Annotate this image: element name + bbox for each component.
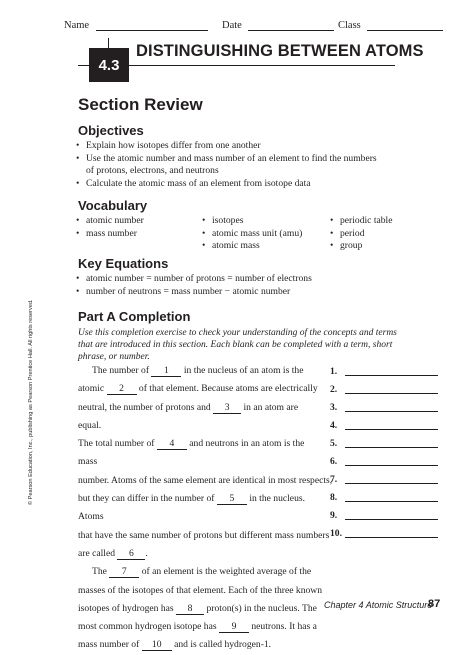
blank-6[interactable]: 6 — [117, 548, 145, 560]
title-rule — [129, 65, 395, 66]
section-title: DISTINGUISHING BETWEEN ATOMS — [136, 42, 424, 60]
paragraph-line: masses of the isotopes of that element. Each of the three known — [78, 584, 323, 596]
answer-line-10[interactable]: 10. — [330, 528, 440, 539]
paragraph-line: atomic 2 of that element. Because atoms are electrically — [78, 383, 318, 395]
objective-item: • Explain how isotopes differ from one another — [74, 140, 394, 153]
blank-8[interactable]: 8 — [176, 603, 204, 615]
section-review-heading: Section Review — [78, 95, 203, 114]
vocab-term: • isotopes — [200, 215, 335, 228]
vocabulary-col-3 — [328, 215, 428, 253]
answer-line-2[interactable]: 2. — [330, 384, 440, 395]
name-label: Name — [64, 20, 90, 31]
class-label: Class — [338, 20, 361, 31]
answer-line-4[interactable]: 4. — [330, 420, 440, 431]
section-number-badge: 4.3 — [89, 48, 129, 82]
paragraph-line: The 7 of an element is the weighted average of the — [92, 566, 312, 578]
name-line[interactable] — [96, 20, 208, 31]
paragraph-line: The number of 1 in the nucleus of an atom is the — [92, 365, 304, 376]
paragraph-line: isotopes of hydrogen has 8 proton(s) in the nucleus. The — [78, 602, 317, 614]
answer-line-7[interactable]: 7. — [330, 474, 440, 485]
paragraph-line: mass number of 10 and is called hydrogen-1. — [78, 639, 272, 651]
key-equations-heading: Key Equations — [78, 256, 169, 271]
equation-item: • number of neutrons = mass number − atomic number — [74, 286, 394, 299]
paragraph-line: most common hydrogen isotope has 9 neutrons. It has a — [78, 621, 317, 633]
blank-4[interactable]: 4 — [157, 438, 187, 450]
date-field[interactable] — [222, 20, 334, 31]
paragraph-line: but they can differ in the number of 5 in the nucleus. Atoms — [78, 493, 305, 523]
answer-line-8[interactable]: 8. — [330, 492, 440, 503]
vocab-term: • periodic table — [328, 215, 428, 228]
vocabulary-heading: Vocabulary — [78, 198, 148, 213]
vocab-term: • period — [328, 228, 428, 241]
paragraph-line: neutral, the number of protons and 3 in an atom are equal. — [78, 401, 299, 431]
blank-7[interactable]: 7 — [109, 566, 139, 578]
paragraph-line: number. Atoms of the same element are identical in most respects, — [78, 474, 333, 486]
class-field[interactable] — [338, 20, 443, 31]
objectives-heading: Objectives — [78, 123, 144, 138]
vocab-term: • atomic mass — [200, 240, 335, 253]
date-line[interactable] — [248, 20, 334, 31]
answer-line-6[interactable]: 6. — [330, 456, 440, 467]
copyright-notice: © Pearson Education, Inc., publishing as Pearson Prentice Hall. All rights reserved. — [28, 299, 34, 505]
objective-item: • Use the atomic number and mass number of an element to find the numbers of protons, electrons, and neutrons — [74, 153, 394, 178]
part-a-heading: Part A Completion — [78, 309, 191, 324]
blank-9[interactable]: 9 — [219, 621, 249, 633]
name-field[interactable] — [64, 20, 208, 31]
badge-rule-top — [108, 38, 109, 48]
blank-3[interactable]: 3 — [213, 402, 241, 414]
vocab-term: • atomic mass unit (amu) — [200, 228, 335, 241]
answer-line-5[interactable]: 5. — [330, 438, 440, 449]
date-label: Date — [222, 20, 242, 31]
vocab-term: • mass number — [74, 228, 194, 241]
paragraph-line: are called 6 . — [78, 547, 148, 559]
completion-paragraph — [78, 362, 333, 655]
page-number: 87 — [428, 598, 441, 610]
blank-1[interactable]: 1 — [151, 365, 181, 377]
badge-rule-left — [78, 65, 89, 66]
paragraph-line: The total number of 4 and neutrons in an atom is the mass — [78, 438, 305, 468]
key-equations-list — [74, 273, 394, 298]
vocab-term: • atomic number — [74, 215, 194, 228]
vocab-term: • group — [328, 240, 428, 253]
footer-chapter: Chapter 4 Atomic Structure — [324, 600, 433, 610]
part-a-instructions: Use this completion exercise to check your understanding of the concepts and terms that are introduced in this section. Each blank can be completed with a term, short phrase, or number. — [78, 328, 397, 362]
paragraph-line: that have the same number of protons but different mass numbers — [78, 529, 330, 541]
answer-line-3[interactable]: 3. — [330, 402, 440, 413]
vocabulary-col-2 — [200, 215, 335, 253]
blank-5[interactable]: 5 — [217, 493, 247, 505]
answer-line-9[interactable]: 9. — [330, 510, 440, 521]
vocabulary-col-1 — [74, 215, 194, 240]
answer-line-1[interactable]: 1. — [330, 366, 440, 377]
blank-2[interactable]: 2 — [107, 383, 137, 395]
objectives-list — [74, 140, 394, 190]
objective-item: • Calculate the atomic mass of an element from isotope data — [74, 178, 394, 191]
equation-item: • atomic number = number of protons = number of electrons — [74, 273, 394, 286]
blank-10[interactable]: 10 — [142, 639, 172, 651]
class-line[interactable] — [367, 20, 443, 31]
